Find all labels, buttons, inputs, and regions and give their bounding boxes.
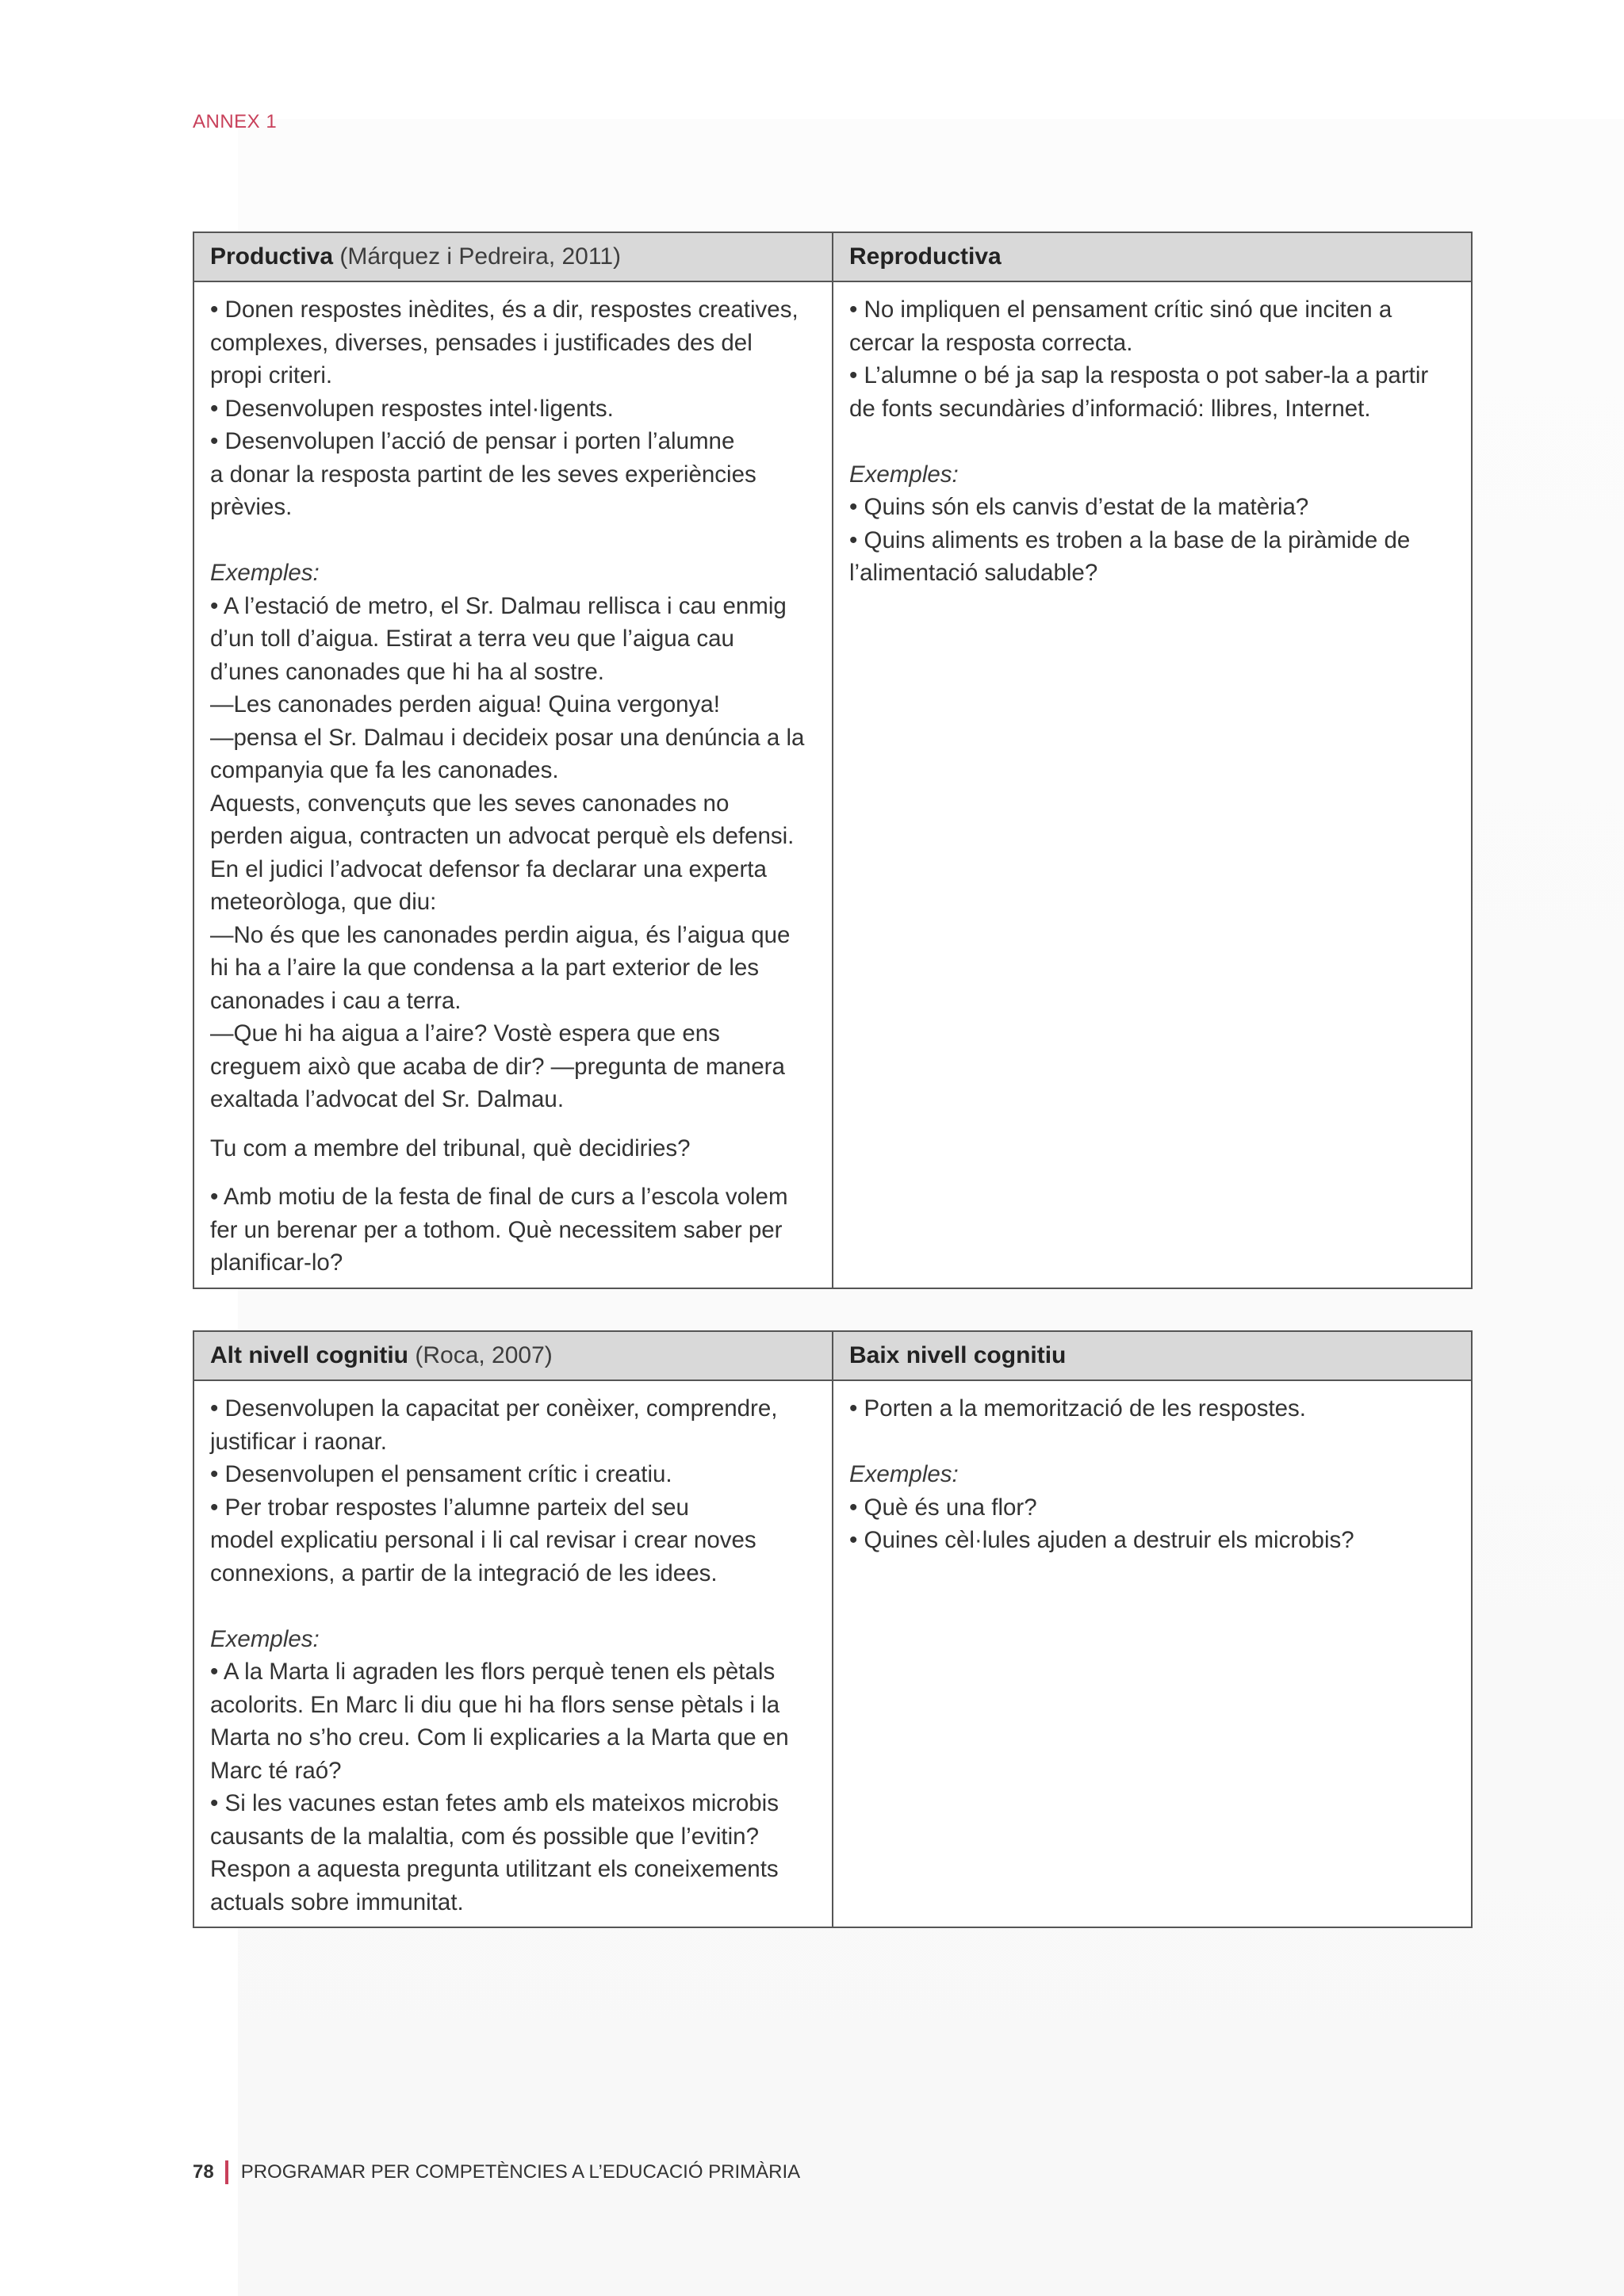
examples-label: Exemples: [210,1625,320,1652]
text-line: • No impliquen el pensament crític sinó que inciten a [849,297,1392,323]
text-line: complexes, diverses, pensades i justificades des del [210,329,753,356]
text-line: • Donen respostes inèdites, és a dir, respostes creatives, [210,297,799,323]
footer-title: PROGRAMAR PER COMPETÈNCIES A L’EDUCACIÓ PRIMÀRIA [240,2161,801,2183]
reproductiva-description [849,293,1455,425]
text-line: • Si les vacunes estan fetes amb els mateixos microbis [210,1790,779,1816]
text-line: • Porten a la memorització de les respostes. [849,1395,1306,1422]
text-line: • L’alumne o bé ja sap la resposta o pot saber-la a partir [849,362,1429,388]
footer-divider [225,2160,228,2184]
text-line: canonades i cau a terra. [210,987,462,1014]
text-line: —No és que les canonades perdin aigua, és l’aigua que [210,921,791,948]
text-line: acolorits. En Marc li diu que hi ha flors sense pètals i la [210,1691,780,1718]
cell-reproductiva [833,281,1472,1288]
text-line: —Que hi ha aigua a l’aire? Vostè espera que ens [210,1020,720,1047]
productiva-description [210,293,816,524]
productiva-last-example [210,1181,816,1280]
text-line: • Desenvolupen la capacitat per conèixer, comprendre, [210,1395,778,1422]
text-line: fer un berenar per a tothom. Què necessitem saber per [210,1216,783,1243]
cell-alt-nivell [193,1380,833,1927]
page-footer [193,2160,800,2184]
header-productiva-title: Productiva [210,243,334,270]
text-line: cercar la resposta correcta. [849,329,1133,356]
header-alt-nivell-title: Alt nivell cognitiu [210,1342,409,1368]
page-number: 78 [193,2161,214,2183]
examples-label: Exemples: [210,560,320,586]
reproductiva-examples [849,458,1455,590]
table-body-row [193,281,1472,1288]
header-alt-nivell [193,1331,833,1380]
text-line: • Quins aliments es troben a la base de la piràmide de [849,526,1411,553]
text-line: • Per trobar respostes l’alumne parteix del seu [210,1494,689,1521]
text-line: exaltada l’advocat del Sr. Dalmau. [210,1086,565,1112]
text-line: companyia que fa les canonades. [210,757,559,783]
header-productiva [193,232,833,281]
text-line: • Quins són els canvis d’estat de la matèria? [849,494,1309,520]
text-line: • Desenvolupen l’acció de pensar i porten l’alumne [210,428,735,454]
text-line: Tu com a membre del tribunal, què decidiries? [210,1135,691,1161]
text-line: l’alimentació saludable? [849,560,1098,586]
text-line: creguem això que acaba de dir? —pregunta de manera [210,1053,785,1080]
examples-label: Exemples: [849,1461,959,1487]
header-baix-nivell [833,1331,1472,1380]
table-productiva-reproductiva [193,232,1473,1289]
table-nivell-cognitiu [193,1330,1473,1928]
text-line: En el judici l’advocat defensor fa declarar una experta [210,855,767,882]
text-line: model explicatiu personal i li cal revisar i crear noves [210,1527,756,1553]
text-line: actuals sobre immunitat. [210,1888,464,1915]
productiva-question [210,1132,816,1165]
text-line: planificar-lo? [210,1249,343,1276]
text-line: propi criteri. [210,362,333,388]
productiva-examples [210,557,816,1116]
text-line: —Les canonades perden aigua! Quina vergonya! [210,691,720,718]
text-line: perden aigua, contracten un advocat perquè els defensi. [210,823,795,849]
text-line: • Desenvolupen el pensament crític i creatiu. [210,1461,672,1487]
text-line: Respon a aquesta pregunta utilitzant els coneixements [210,1856,779,1882]
text-line: prèvies. [210,494,293,520]
text-line: d’un toll d’aigua. Estirat a terra veu que l’aigua cau [210,626,734,652]
text-line: d’unes canonades que hi ha al sostre. [210,658,604,685]
text-line: de fonts secundàries d’informació: llibres, Internet. [849,395,1371,422]
text-line: Marta no s’ho creu. Com li explicaries a la Marta que en [210,1724,789,1751]
header-alt-nivell-reference: (Roca, 2007) [408,1342,553,1368]
text-line: hi ha a l’aire la que condensa a la part exterior de les [210,955,760,981]
text-line: meteoròloga, que diu: [210,889,437,915]
text-line: justificar i raonar. [210,1428,387,1455]
text-line: causants de la malaltia, com és possible que l’evitin? [210,1823,759,1850]
alt-nivell-examples [210,1623,816,1919]
text-line: • A l’estació de metro, el Sr. Dalmau rellisca i cau enmig [210,592,787,619]
table-body-row [193,1380,1472,1927]
table-header-row [193,232,1472,281]
annex-label: ANNEX 1 [193,111,278,132]
table-header-row [193,1331,1472,1380]
text-line: • Amb motiu de la festa de final de curs a l’escola volem [210,1184,788,1210]
baix-nivell-description [849,1392,1455,1425]
cell-baix-nivell [833,1380,1472,1927]
text-line: • Desenvolupen respostes intel·ligents. [210,395,614,422]
text-line: • Quines cèl·lules ajuden a destruir els microbis? [849,1527,1354,1553]
text-line: • Què és una flor? [849,1494,1037,1521]
header-baix-nivell-title: Baix nivell cognitiu [849,1342,1067,1368]
text-line: connexions, a partir de la integració de les idees. [210,1559,718,1586]
examples-label: Exemples: [849,461,959,488]
text-line: a donar la resposta partint de les seves experiències [210,461,756,488]
header-reproductiva [833,232,1472,281]
header-productiva-reference: (Márquez i Pedreira, 2011) [333,243,621,270]
alt-nivell-description [210,1392,816,1590]
baix-nivell-examples [849,1458,1455,1557]
header-reproductiva-title: Reproductiva [849,243,1002,270]
cell-productiva [193,281,833,1288]
text-line: —pensa el Sr. Dalmau i decideix posar una denúncia a la [210,724,805,751]
text-line: Marc té raó? [210,1757,342,1784]
text-line: • A la Marta li agraden les flors perquè tenen els pètals [210,1659,776,1685]
text-line: Aquests, convençuts que les seves canonades no [210,790,730,817]
